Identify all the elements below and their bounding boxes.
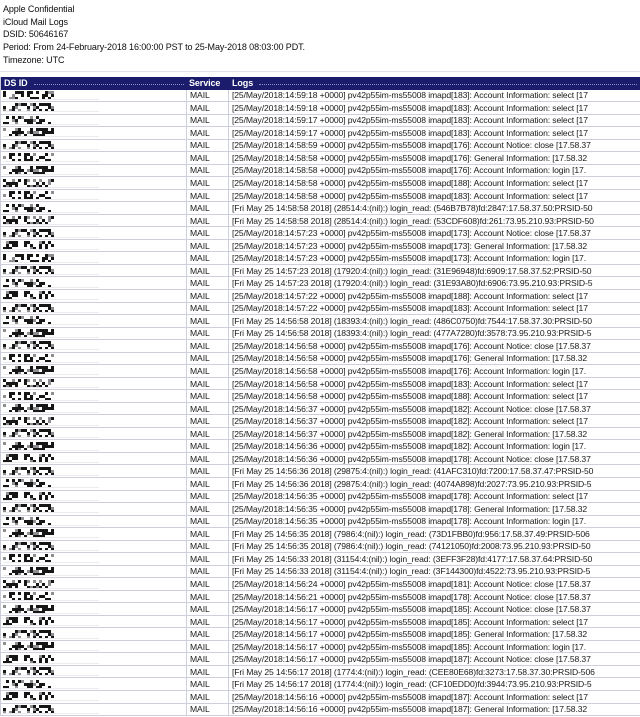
table-row [1,641,640,654]
service-cell: MAIL [187,403,229,415]
redacted-dsid [3,655,57,664]
log-cell: [25/May/2018:14:56:17 +0000] pv42p55im-ms55008 imapd[185]: Account Information: login [17. [232,641,586,652]
redacted-dsid [3,216,57,225]
redacted-dsid [3,692,57,701]
table-row [1,202,640,215]
table-row [1,303,640,316]
redacted-dsid [3,517,57,526]
table-row [1,503,640,516]
redacted-dsid [3,379,57,388]
table-row [1,478,640,491]
log-cell: [25/May/2018:14:56:35 +0000] pv42p55im-ms55008 imapd[178]: Account Information: login [17. [232,516,586,527]
redacted-dsid [3,229,57,238]
table-row [1,491,640,504]
dsid-cell [1,215,187,227]
table-row [1,704,640,717]
table-row [1,240,640,253]
log-cell: [25/May/2018:14:57:23 +0000] pv42p55im-ms55008 imapd[173]: Account Information: login [17. [232,253,586,264]
log-cell: [25/May/2018:14:56:36 +0000] pv42p55im-ms55008 imapd[178]: Account Notice: close [17.58.37 [232,453,591,464]
service-cell: MAIL [187,553,229,565]
redacted-dsid [3,191,57,200]
redacted-dsid [3,316,57,325]
table-row [1,678,640,691]
dsid-cell [1,591,187,603]
table-row [1,152,640,165]
service-cell: MAIL [187,678,229,690]
redacted-dsid [3,417,57,426]
dsid-cell [1,678,187,690]
report-title: iCloud Mail Logs [3,16,68,27]
dsid-cell [1,290,187,302]
log-cell: [25/May/2018:14:56:37 +0000] pv42p55im-ms55008 imapd[182]: Account Information: select [17 [232,416,588,427]
service-cell: MAIL [187,641,229,653]
service-cell: MAIL [187,378,229,390]
dsid-cell [1,303,187,315]
redacted-dsid [3,279,57,288]
service-cell: MAIL [187,215,229,227]
table-row [1,603,640,616]
dsid-cell [1,465,187,477]
log-cell: [Fri May 25 14:56:35 2018] (7986:4:(nil):) login_read: (73D1FBB0)fd:956:17.58.37.49:PRSID-506 [232,528,590,539]
service-cell: MAIL [187,277,229,289]
table-row [1,315,640,328]
table-row [1,265,640,278]
log-cell: [Fri May 25 14:56:17 2018] (1774:4:(nil):) login_read: (CEE80E68)fd:3273:17.58.37.30:PRSID-506 [232,666,595,677]
table-row [1,591,640,604]
redacted-dsid [3,128,57,137]
header-leader-dots [34,84,184,85]
table-row [1,541,640,554]
log-cell: [25/May/2018:14:58:59 +0000] pv42p55im-ms55008 imapd[176]: Account Notice: close [17.58.37 [232,140,591,151]
dsid-cell [1,428,187,440]
service-cell: MAIL [187,102,229,114]
redacted-dsid [3,580,57,589]
redacted-dsid [3,617,57,626]
service-cell: MAIL [187,127,229,139]
redacted-dsid [3,266,57,275]
log-cell: [Fri May 25 14:56:33 2018] (31154:4:(nil):) login_read: (3EFF3F28)fd:4177:17.58.37.64:PRSID-50 [232,553,593,564]
service-cell: MAIL [187,566,229,578]
service-cell: MAIL [187,440,229,452]
dsid-cell [1,190,187,202]
service-cell: MAIL [187,415,229,427]
dsid-line: DSID: 50646167 [3,29,69,40]
header-leader-dots [259,84,637,85]
table-row [1,516,640,529]
dsid-cell [1,453,187,465]
redacted-dsid [3,329,57,338]
service-cell: MAIL [187,90,229,102]
dsid-cell [1,252,187,264]
log-table [0,77,640,717]
dsid-cell [1,578,187,590]
service-cell: MAIL [187,653,229,665]
log-cell: [25/May/2018:14:57:22 +0000] pv42p55im-ms55008 imapd[188]: Account Information: select [17 [232,290,588,301]
table-header [1,77,640,90]
service-cell: MAIL [187,516,229,528]
redacted-dsid [3,467,57,476]
log-cell: [25/May/2018:14:56:58 +0000] pv42p55im-ms55008 imapd[183]: Account Information: select [17 [232,378,588,389]
col-header-service-label: Service [189,78,221,89]
redacted-dsid [3,241,57,250]
table-row [1,428,640,441]
log-cell: [25/May/2018:14:56:17 +0000] pv42p55im-ms55008 imapd[187]: Account Notice: close [17.58.37 [232,654,591,665]
log-cell: [25/May/2018:14:56:17 +0000] pv42p55im-ms55008 imapd[185]: General Information: [17.58.32 [232,629,588,640]
dsid-cell [1,240,187,252]
redacted-dsid [3,667,57,676]
service-cell: MAIL [187,227,229,239]
dsid-cell [1,315,187,327]
table-row [1,277,640,290]
service-cell: MAIL [187,528,229,540]
service-cell: MAIL [187,328,229,340]
log-cell: [25/May/2018:14:57:22 +0000] pv42p55im-ms55008 imapd[183]: Account Information: select [17 [232,303,588,314]
dsid-cell [1,403,187,415]
table-row [1,252,640,265]
log-cell: [25/May/2018:14:59:17 +0000] pv42p55im-ms55008 imapd[183]: Account Information: select [17 [232,127,588,138]
table-row [1,628,640,641]
dsid-cell [1,227,187,239]
dsid-cell [1,566,187,578]
redacted-dsid [3,630,57,639]
redacted-dsid [3,392,57,401]
table-row [1,403,640,416]
table-row [1,227,640,240]
dsid-cell [1,691,187,703]
service-cell: MAIL [187,252,229,264]
redacted-dsid [3,366,57,375]
redacted-dsid [3,341,57,350]
service-cell: MAIL [187,578,229,590]
redacted-dsid [3,254,57,263]
table-row [1,215,640,228]
table-row [1,290,640,303]
timezone-line: Timezone: UTC [3,54,65,65]
log-cell: [25/May/2018:14:57:23 +0000] pv42p55im-ms55008 imapd[173]: General Information: [17.58.32 [232,240,588,251]
log-cell: [Fri May 25 14:56:58 2018] (18393:4:(nil):) login_read: (486C0750)fd:7544:17.58.37.30:PRSID-50 [232,315,592,326]
log-cell: [25/May/2018:14:56:58 +0000] pv42p55im-ms55008 imapd[176]: General Information: [17.58.32 [232,353,588,364]
col-header-dsid-label: DS ID [4,78,28,89]
dsid-cell [1,177,187,189]
redacted-dsid [3,103,57,112]
log-cell: [25/May/2018:14:56:35 +0000] pv42p55im-ms55008 imapd[178]: Account Information: select [17 [232,491,588,502]
log-cell: [25/May/2018:14:59:18 +0000] pv42p55im-ms55008 imapd[183]: Account Information: select [17 [232,102,588,113]
redacted-dsid [3,642,57,651]
dsid-cell [1,666,187,678]
log-cell: [25/May/2018:14:56:36 +0000] pv42p55im-ms55008 imapd[182]: Account Information: login [17. [232,441,586,452]
log-cell: [25/May/2018:14:56:16 +0000] pv42p55im-ms55008 imapd[187]: General Information: [17.58.32 [232,704,588,715]
log-cell: [25/May/2018:14:56:17 +0000] pv42p55im-ms55008 imapd[185]: Account Information: select [17 [232,616,588,627]
table-row [1,127,640,140]
service-cell: MAIL [187,152,229,164]
redacted-dsid [3,705,57,714]
redacted-dsid [3,529,57,538]
table-row [1,115,640,128]
dsid-cell [1,503,187,515]
log-cell: [25/May/2018:14:56:24 +0000] pv42p55im-ms55008 imapd[181]: Account Notice: close [17.58.37 [232,579,591,589]
log-cell: [25/May/2018:14:58:58 +0000] pv42p55im-ms55008 imapd[183]: Account Information: select [17 [232,190,588,201]
dsid-cell [1,340,187,352]
log-cell: [25/May/2018:14:59:18 +0000] pv42p55im-ms55008 imapd[183]: Account Information: select [17 [232,90,588,101]
service-cell: MAIL [187,265,229,277]
log-cell: [25/May/2018:14:56:58 +0000] pv42p55im-ms55008 imapd[176]: Account Notice: close [17.58.37 [232,340,591,351]
table-row [1,553,640,566]
redacted-dsid [3,141,57,150]
log-cell: [25/May/2018:14:56:35 +0000] pv42p55im-ms55008 imapd[178]: General Information: [17.58.32 [232,503,588,514]
dsid-cell [1,140,187,152]
dsid-cell [1,202,187,214]
col-header-service [187,77,229,90]
dsid-cell [1,516,187,528]
service-cell: MAIL [187,190,229,202]
log-cell: [25/May/2018:14:56:16 +0000] pv42p55im-ms55008 imapd[187]: Account Information: select [17 [232,691,588,702]
log-cell: [Fri May 25 14:56:36 2018] (29875:4:(nil):) login_read: (4074A898)fd:2027:73.95.210.93:PRSID-5 [232,478,592,489]
log-cell: [Fri May 25 14:57:23 2018] (17920:4:(nil):) login_read: (31E96948)fd:6909:17.58.37.52:PRSID-50 [232,265,592,276]
table-row [1,465,640,478]
log-cell: [Fri May 25 14:56:36 2018] (29875:4:(nil):) login_read: (41AFC310)fd:7200:17.58.37.47:PRSID-50 [232,466,594,477]
table-row [1,440,640,453]
service-cell: MAIL [187,315,229,327]
col-header-logs [229,77,640,90]
redacted-dsid [3,680,57,689]
service-cell: MAIL [187,202,229,214]
table-row [1,365,640,378]
table-row [1,165,640,178]
log-cell: [Fri May 25 14:56:35 2018] (7986:4:(nil):) login_read: (74121050)fd:2008:73.95.210.93:PRSID-50 [232,541,591,552]
log-cell: [Fri May 25 14:56:33 2018] (31154:4:(nil):) login_read: (3F144300)fd:4522:73.95.210.93:PRSID-5 [232,566,591,577]
dsid-cell [1,353,187,365]
report-meta [0,0,640,67]
service-cell: MAIL [187,541,229,553]
redacted-dsid [3,204,57,213]
col-header-logs-label: Logs [232,78,254,89]
dsid-cell [1,265,187,277]
service-cell: MAIL [187,616,229,628]
dsid-cell [1,528,187,540]
table-row [1,390,640,403]
service-cell: MAIL [187,428,229,440]
service-cell: MAIL [187,303,229,315]
dsid-cell [1,90,187,102]
service-cell: MAIL [187,240,229,252]
service-cell: MAIL [187,390,229,402]
period-line: Period: From 24-February-2018 16:00:00 PST to 25-May-2018 08:03:00 PDT. [3,42,305,53]
redacted-dsid [3,442,57,451]
redacted-dsid [3,504,57,513]
dsid-cell [1,328,187,340]
log-cell: [25/May/2018:14:56:58 +0000] pv42p55im-ms55008 imapd[176]: Account Information: login [17. [232,365,586,376]
log-cell: [25/May/2018:14:58:58 +0000] pv42p55im-ms55008 imapd[176]: General Information: [17.58.32 [232,152,588,163]
log-cell: [Fri May 25 14:58:58 2018] (28514:4:(nil):) login_read: (546B7B78)fd:2847:17.58.37.50:PRSID-50 [232,203,593,214]
service-cell: MAIL [187,603,229,615]
log-cell: [25/May/2018:14:56:21 +0000] pv42p55im-ms55008 imapd[178]: Account Notice: close [17.58.37 [232,591,591,602]
table-row [1,90,640,103]
table-row [1,666,640,679]
redacted-dsid [3,116,57,125]
table-row [1,415,640,428]
service-cell: MAIL [187,503,229,515]
col-header-dsid [1,77,187,90]
dsid-cell [1,277,187,289]
table-row [1,353,640,366]
log-table-body [1,90,640,717]
service-cell: MAIL [187,478,229,490]
service-cell: MAIL [187,666,229,678]
dsid-cell [1,541,187,553]
dsid-cell [1,478,187,490]
dsid-cell [1,603,187,615]
table-row [1,140,640,153]
redacted-dsid [3,304,57,313]
dsid-cell [1,616,187,628]
redacted-dsid [3,179,57,188]
dsid-cell [1,440,187,452]
log-cell: [Fri May 25 14:57:23 2018] (17920:4:(nil):) login_read: (31E93A80)fd:6906:73.95.210.93:PRSID-5 [232,278,593,289]
service-cell: MAIL [187,165,229,177]
table-row [1,566,640,579]
redacted-dsid [3,153,57,162]
redacted-dsid [3,605,57,614]
table-row [1,190,640,203]
redacted-dsid [3,554,57,563]
table-row [1,102,640,115]
dsid-cell [1,378,187,390]
service-cell: MAIL [187,365,229,377]
service-cell: MAIL [187,465,229,477]
service-cell: MAIL [187,453,229,465]
dsid-cell [1,102,187,114]
log-cell: [25/May/2018:14:56:58 +0000] pv42p55im-ms55008 imapd[188]: Account Information: select [17 [232,391,588,402]
dsid-cell [1,127,187,139]
service-cell: MAIL [187,140,229,152]
service-cell: MAIL [187,177,229,189]
log-cell: [25/May/2018:14:57:23 +0000] pv42p55im-ms55008 imapd[173]: Account Notice: close [17.58.37 [232,228,591,239]
redacted-dsid [3,567,57,576]
redacted-dsid [3,542,57,551]
log-cell: [25/May/2018:14:56:37 +0000] pv42p55im-ms55008 imapd[182]: General Information: [17.58.32 [232,428,588,439]
log-cell: [Fri May 25 14:56:58 2018] (18393:4:(nil):) login_read: (477A7280)fd:3578:73.95.210.93:PRSID-5 [232,328,592,339]
table-row [1,453,640,466]
service-cell: MAIL [187,591,229,603]
dsid-cell [1,641,187,653]
dsid-cell [1,553,187,565]
redacted-dsid [3,91,57,100]
service-cell: MAIL [187,628,229,640]
table-row [1,528,640,541]
log-cell: [25/May/2018:14:56:17 +0000] pv42p55im-ms55008 imapd[185]: Account Notice: close [17.58.37 [232,604,591,615]
log-cell: [Fri May 25 14:56:17 2018] (1774:4:(nil):) login_read: (CF10EDD0)fd:3944:73.95.210.93:PRSID-5 [232,679,592,690]
table-row [1,177,640,190]
service-cell: MAIL [187,704,229,716]
redacted-dsid [3,404,57,413]
table-row [1,328,640,341]
table-row [1,340,640,353]
service-cell: MAIL [187,340,229,352]
log-cell: [25/May/2018:14:56:37 +0000] pv42p55im-ms55008 imapd[182]: Account Notice: close [17.58.37 [232,403,591,414]
dsid-cell [1,491,187,503]
dsid-cell [1,365,187,377]
redacted-dsid [3,354,57,363]
table-row [1,616,640,629]
table-row [1,653,640,666]
service-cell: MAIL [187,691,229,703]
redacted-dsid [3,592,57,601]
dsid-cell [1,628,187,640]
redacted-dsid [3,492,57,501]
dsid-cell [1,152,187,164]
log-cell: [25/May/2018:14:58:58 +0000] pv42p55im-ms55008 imapd[188]: Account Information: select [17 [232,178,588,188]
dsid-cell [1,653,187,665]
service-cell: MAIL [187,353,229,365]
dsid-cell [1,165,187,177]
redacted-dsid [3,454,57,463]
redacted-dsid [3,429,57,438]
log-cell: [Fri May 25 14:58:58 2018] (28514:4:(nil):) login_read: (53CDF608)fd:261:73.95.210.93:PRSID-50 [232,215,594,226]
table-row [1,691,640,704]
dsid-cell [1,390,187,402]
confidential-label: Apple Confidential [3,4,75,14]
table-row [1,378,640,391]
dsid-cell [1,115,187,127]
service-cell: MAIL [187,115,229,127]
log-cell: [25/May/2018:14:59:17 +0000] pv42p55im-ms55008 imapd[183]: Account Information: select [17 [232,115,588,126]
log-cell: [25/May/2018:14:58:58 +0000] pv42p55im-ms55008 imapd[176]: Account Information: login [17. [232,165,586,176]
table-top-rule [0,71,640,72]
redacted-dsid [3,479,57,488]
dsid-cell [1,415,187,427]
dsid-cell [1,704,187,716]
table-row [1,578,640,591]
redacted-dsid [3,166,57,175]
service-cell: MAIL [187,491,229,503]
redacted-dsid [3,291,57,300]
service-cell: MAIL [187,290,229,302]
